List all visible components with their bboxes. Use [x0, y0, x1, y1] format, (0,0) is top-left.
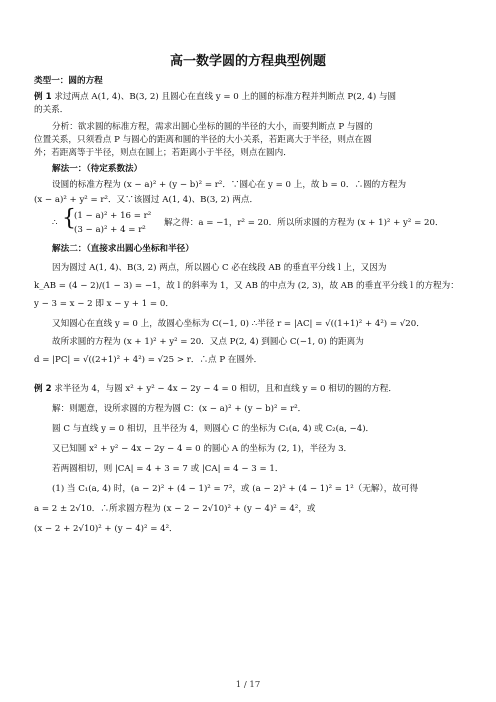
analysis-line2: 位置关系，只须看点 P 与圆心的距离和圆的半径的大小关系，若距离大于半径，则点在圆	[34, 135, 372, 145]
solution2-title: 解法二：（直接求出圆心坐标和半径）	[52, 244, 194, 254]
example1-question-line2: 的关系．	[34, 105, 69, 115]
analysis-line3: 外；若距离等于半径，则点在圆上；若距离小于半径，则点在圆内．	[34, 148, 292, 158]
solution2-line3: y − 3 = x − 2 即 x − y + 1 = 0．	[34, 299, 174, 309]
example1-label: 例 1	[34, 92, 52, 102]
example1-question-line1: 求过两点 A(1, 4)、B(3, 2) 且圆心在直线 y = 0 上的圆的标准方程并判断点 P(2, 4) 与圆	[54, 92, 397, 102]
example2-question	[34, 383, 474, 395]
therefore-symbol: ∴	[52, 218, 58, 228]
example1-question	[34, 91, 474, 103]
solution1-line2: (x − a)² + y² = r²．又∵该圆过 A(1, 4)、B(3, 2) 两点．	[34, 195, 259, 205]
system-result: 解之得：a = −1，r² = 20．所以所求圆的方程为 (x + 1)² + y² = 20．	[164, 218, 444, 228]
solution2-line2: k_AB = (4 − 2)/(1 − 3) = −1，故 l 的斜率为 1，又 AB 的中点为 (2, 3)，故 AB 的垂直平分线 l 的方程为：	[34, 281, 459, 291]
system-eq2: (3 − a)² + 4 = r²	[74, 225, 146, 235]
analysis-line1: 分析：欲求圆的标准方程，需求出圆心坐标的圆的半径的大小，而要判断点 P 与圆的	[52, 122, 373, 132]
example2-line4: 若两圆相切，则 |CA| = 4 + 3 = 7 或 |CA| = 4 − 3 = 1．	[52, 464, 284, 474]
system-eq1: (1 − a)² + 16 = r²	[74, 211, 152, 221]
example2-line1: 解：则题意，设所求圆的方程为圆 C：(x − a)² + (y − b)² = r²．	[52, 404, 307, 414]
solution1-line1: 设圆的标准方程为 (x − a)² + (y − b)² = r²．∵圆心在 y = 0 上，故 b = 0．∴圆的方程为	[52, 180, 407, 190]
section-heading-type1: 类型一：圆的方程	[34, 76, 103, 86]
page-title: 高一数学圆的方程典型例题	[169, 54, 326, 69]
solution2-line5: 故所求圆的方程为 (x + 1)² + y² = 20．又点 P(2, 4) 到圆心 C(−1, 0) 的距离为	[52, 337, 364, 347]
example2-line2: 圆 C 与直线 y = 0 相切，且半径为 4，则圆心 C 的坐标为 C₁(a, 4) 或 C₂(a, −4)．	[52, 424, 375, 434]
page-number: 1 / 17	[235, 680, 261, 690]
example2-label: 例 2	[34, 384, 52, 394]
example2-question-text: 求半径为 4，与圆 x² + y² − 4x − 2y − 4 = 0 相切，且和直线 y = 0 相切的圆的方程．	[54, 384, 397, 394]
brace-symbol: {	[62, 206, 76, 231]
example2-line3: 又已知圆 x² + y² − 4x − 2y − 4 = 0 的圆心 A 的坐标为 (2, 1)，半径为 3．	[52, 444, 353, 454]
example2-line5: (1) 当 C₁(a, 4) 时，(a − 2)² + (4 − 1)² = 7²，或 (a − 2)² + (4 − 1)² = 1²（无解），故可得	[52, 484, 419, 494]
solution2-line6: d = |PC| = √((2+1)² + 4²) = √25 > r．∴点 P 在圆外．	[34, 355, 263, 365]
solution2-line4: 又知圆心在直线 y = 0 上，故圆心坐标为 C(−1, 0) ∴半径 r = |AC| = √((1+1)² + 4²) = √20．	[52, 319, 425, 329]
example2-line6: a = 2 ± 2√10．∴所求圆方程为 (x − 2 − 2√10)² + (y − 4)² = 4²，或	[34, 504, 316, 514]
example2-line7: (x − 2 + 2√10)² + (y − 4)² = 4²．	[34, 524, 178, 534]
solution1-title: 解法一：（待定系数法）	[52, 164, 143, 174]
equation-system	[52, 208, 492, 238]
solution2-line1: 因为圆过 A(1, 4)、B(3, 2) 两点，所以圆心 C 必在线段 AB 的垂直平分线 l 上，又因为	[52, 263, 387, 273]
